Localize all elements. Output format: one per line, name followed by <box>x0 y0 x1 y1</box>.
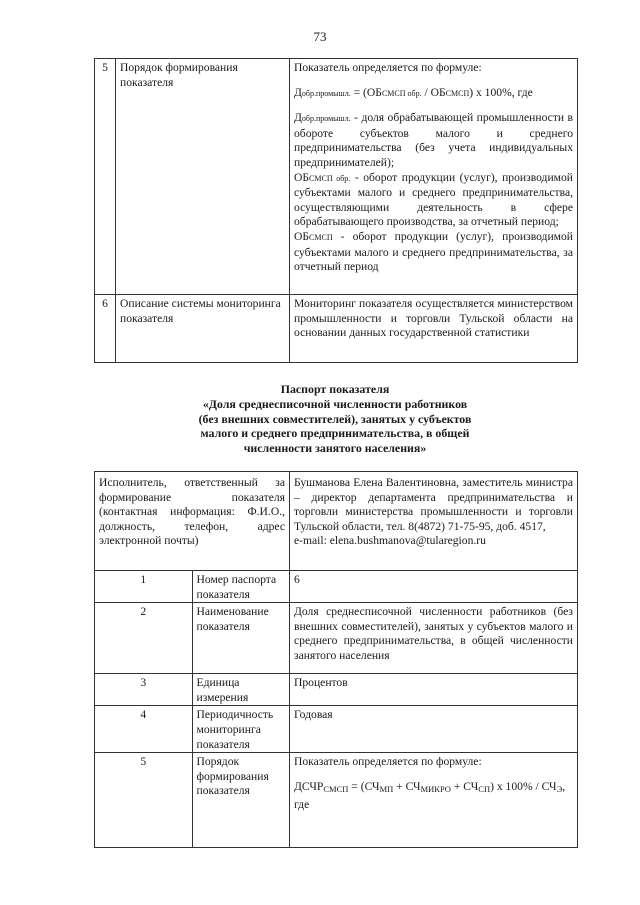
page-number: 73 <box>313 29 327 44</box>
row-label: Единица измерения <box>192 674 290 706</box>
table-row <box>95 674 578 706</box>
table-row <box>95 753 578 848</box>
table-row <box>95 59 578 295</box>
title-line: (без внешних совместителей), занятых у субъектов <box>198 411 472 426</box>
title-line: малого и среднего предпринимательства, в общей <box>200 426 470 441</box>
row-label: Порядок формирования показателя <box>116 59 290 295</box>
row-label: Описание системы мониторинга показателя <box>116 295 290 363</box>
formula-intro: Показатель определяется по формуле: <box>294 755 482 769</box>
executor-row <box>95 472 578 571</box>
row-number: 2 <box>95 603 193 674</box>
row-label: Наименование показателя <box>192 603 290 674</box>
title-line: «Доля среднесписочной численности работников <box>202 396 468 411</box>
table-row <box>95 706 578 753</box>
row-value: Годовая <box>290 706 578 753</box>
row-number: 1 <box>95 571 193 603</box>
title-line: Паспорт показателя <box>280 382 390 396</box>
formula-intro: Показатель определяется по формуле: <box>294 61 482 74</box>
indicator-table-continued <box>94 58 578 363</box>
row-number: 5 <box>95 753 193 848</box>
executor-label: Исполнитель, ответственный за формирование показателя (контактная информация: Ф.И.О., должность, телефон, адрес электронной почты) <box>95 472 290 571</box>
row-label: Периодичность мониторинга показателя <box>192 706 290 753</box>
formula-line: $ДСЧР_{СМСП} = (СЧ_{МП} + СЧ_{МИКРО} + СЧ_{СП})$ x $100\% / СЧ_Э$, <box>294 779 566 794</box>
row-value: 6 <box>290 571 578 603</box>
row-number: 4 <box>95 706 193 753</box>
passport-table <box>94 471 578 848</box>
passport-title <box>110 382 560 456</box>
executor-email: e-mail: elena.bushmanova@tularegion.ru <box>294 534 486 548</box>
table-row <box>95 571 578 603</box>
row-number: 6 <box>95 295 116 363</box>
formula-line: Добр.промышл. = (ОБСМСП обр. / ОБСМСП) x 100%, где <box>294 85 533 99</box>
row-value: Доля среднесписочной численности работников (без внешних совместителей), занятых у субъектов малого и среднего предпринимательства, в общей численности занятого населения <box>290 603 578 674</box>
row-label: Порядок формирования показателя <box>192 753 290 848</box>
executor-value: Бушманова Елена Валентиновна, заместитель министра – директор департамента предпринимательства и торговли министерства промышленности и торговли Тульской области, тел. 8(4872) 71-75-95, доб. 4517, e-mail: elena.bushmanova@tularegion.ru <box>290 472 578 571</box>
row-label: Номер паспорта показателя <box>192 571 290 603</box>
definition-turnover-manufacturing: ОБСМСП обр. - оборот продукции (услуг), производимой субъектами малого и среднего предпринимательства, осуществляющими деятельность в сфере обрабатывающего производства, за отчетный период; <box>294 170 573 229</box>
table-row <box>95 295 578 363</box>
title-line: численности занятого населения» <box>243 441 427 456</box>
formula-where: где <box>294 798 310 812</box>
table-row <box>95 603 578 674</box>
row-value <box>290 59 578 295</box>
row-number: 3 <box>95 674 193 706</box>
row-number: 5 <box>95 59 116 295</box>
definition-share: Добр.промышл. - доля обрабатывающей промышленности в обороте субъектов малого и среднего предпринимательства (без учета индивидуальных предпринимателей); <box>294 111 573 169</box>
row-value: Мониторинг показателя осуществляется министерством промышленности и торговли Тульской области на основании данных государственной статистики <box>290 295 578 363</box>
row-value <box>290 753 578 848</box>
definition-turnover-total: ОБСМСП - оборот продукции (услуг), производимой субъектами малого и среднего предпринимательства, за отчетный период <box>294 229 573 274</box>
row-value: Процентов <box>290 674 578 706</box>
